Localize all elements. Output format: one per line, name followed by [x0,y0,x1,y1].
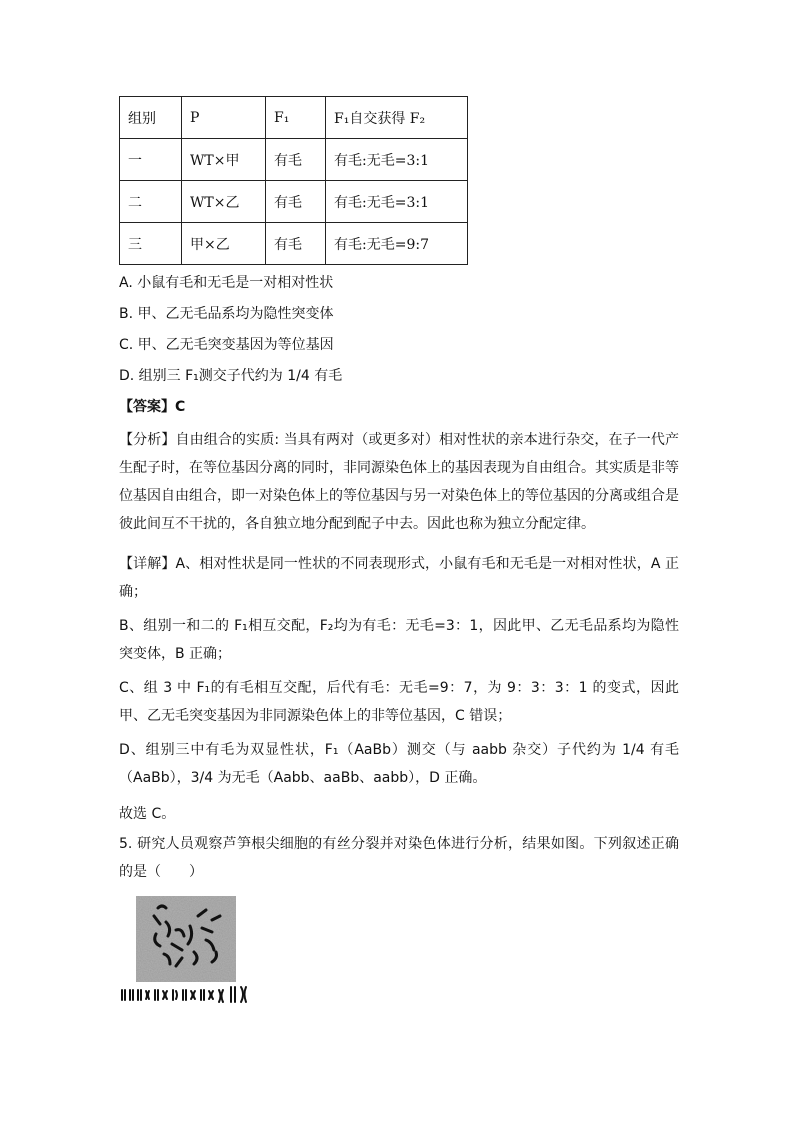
table-cell: 有毛 [266,181,326,223]
table-row [120,181,468,223]
table-cell: 有毛:无毛=3:1 [326,181,468,223]
detail-d: D、组别三中有毛为双显性状，F₁（AaBb）测交（与 aabb 杂交）子代约为 1/4 有毛（AaBb），3/4 为无毛（Aabb、aaBb、aabb），D 正确。 [119,742,679,786]
table-header-row [120,97,468,139]
table-cell: 有毛 [266,223,326,265]
conclusion: 故选 C。 [119,806,176,822]
table-cell: 二 [120,181,182,223]
table-cell: 有毛 [266,139,326,181]
table-cell: WT×甲 [182,139,266,181]
analysis-paragraph: 【分析】自由组合的实质: 当具有两对（或更多对）相对性状的亲本进行杂交，在子一代产生配子时，在等位基因分离的同时，非同源染色体上的基因表现为自由组合。其实质是非等位基因自由组合，即一对染色体上的等位基因与另一对染色体上的等位基因的分离或组合是彼此间互不干扰的，各自独立地分配到配子中去。因此也称为独立分配定律。 [119,432,679,532]
table-row [120,223,468,265]
table-row [120,139,468,181]
genetics-table [119,96,468,265]
detail-b: B、组别一和二的 F₁相互交配，F₂均为有毛：无毛=3：1，因此甲、乙无毛品系均为隐性突变体，B 正确； [119,618,679,662]
answer: 【答案】C [119,399,186,415]
detail-c: C、组 3 中 F₁的有毛相互交配，后代有毛：无毛=9：7，为 9：3：3：1 的变式，因此甲、乙无毛突变基因为非同源染色体上的非等位基因，C 错误； [119,680,679,724]
table-cell: WT×乙 [182,181,266,223]
option-c: C. 甲、乙无毛突变基因为等位基因 [119,337,334,353]
table-cell: 甲×乙 [182,223,266,265]
header-cell: F₁自交获得 F₂ [326,97,468,139]
question-5: 5. 研究人员观察芦笋根尖细胞的有丝分裂并对染色体进行分析，结果如图。下列叙述正确的是（ ） [119,836,679,880]
option-a: A. 小鼠有毛和无毛是一对相对性状 [119,275,334,291]
table-cell: 三 [120,223,182,265]
header-cell: F₁ [266,97,326,139]
table-cell: 有毛:无毛=9:7 [326,223,468,265]
karyotype-strip [119,984,259,1004]
table-cell: 有毛:无毛=3:1 [326,139,468,181]
chromosome-micrograph [136,896,236,982]
header-cell: 组别 [120,97,182,139]
detail-a: 【详解】A、相对性状是同一性状的不同表现形式，小鼠有毛和无毛是一对相对性状，A 正确； [119,556,679,600]
option-b: B. 甲、乙无毛品系均为隐性突变体 [119,306,334,322]
option-d: D. 组别三 F₁测交子代约为 1/4 有毛 [119,368,343,384]
header-cell: P [182,97,266,139]
table-cell: 一 [120,139,182,181]
